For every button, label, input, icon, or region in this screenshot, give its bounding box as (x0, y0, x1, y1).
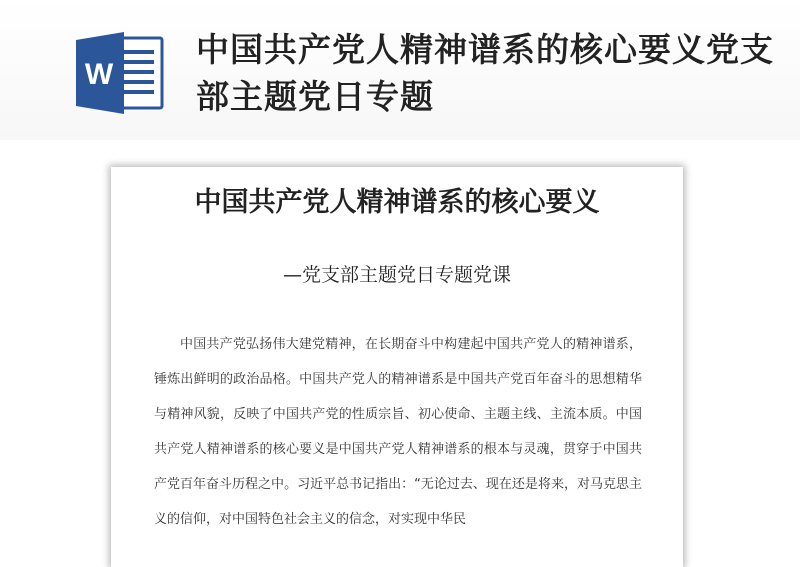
preview-header (0, 0, 800, 140)
word-icon-letter: W (84, 58, 114, 91)
document-page (111, 167, 683, 567)
document-body-paragraph: 中国共产党弘扬伟大建党精神，在长期奋斗中构建起中国共产党人的精神谱系，锤炼出鲜明的政治品格。中国共产党人的精神谱系是中国共产党百年奋斗的思想精华与精神风貌，反映了中国共产党的性质宗旨、初心使命、主题主线、主流本质。中国共产党人精神谱系的核心要义是中国共产党人精神谱系的根本与灵魂，贯穿于中国共产党百年奋斗历程之中。习近平总书记指出：“无论过去、现在还是将来，对马克思主义的信仰，对中国特色社会主义的信念，对实现中华民 (154, 337, 642, 527)
word-document-icon (76, 32, 164, 114)
document-title: 中国共产党人精神谱系的核心要义 (194, 187, 600, 218)
header-title: 中国共产党人精神谱系的核心要义党支部主题党日专题 (196, 30, 774, 116)
document-subtitle: —党支部主题党日专题党课 (282, 264, 511, 286)
